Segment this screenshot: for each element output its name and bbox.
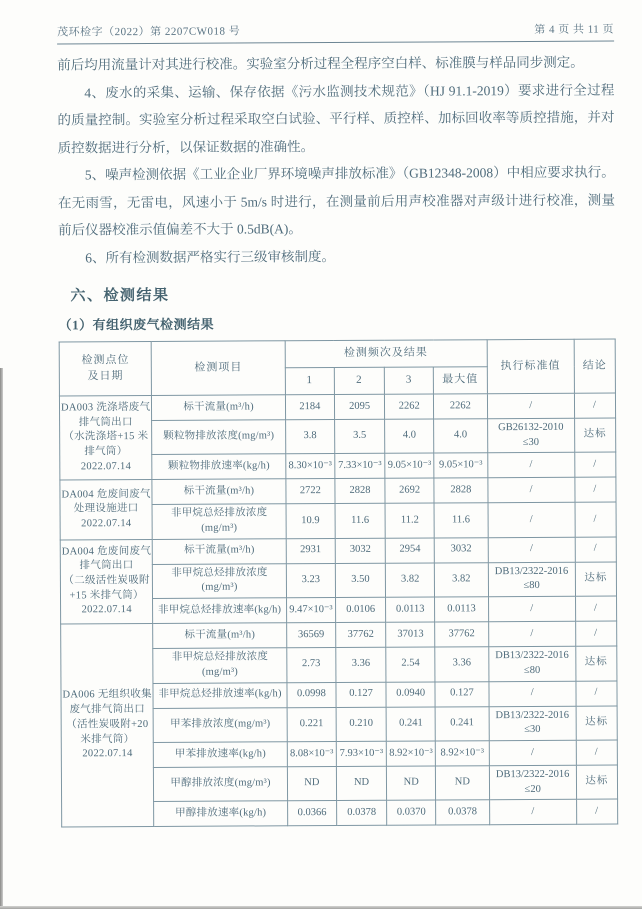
result-value-cell: 2262 bbox=[434, 394, 487, 419]
conclusion-cell: / bbox=[575, 537, 616, 562]
page-number: 第 4 页 共 11 页 bbox=[534, 23, 615, 36]
test-item-cell: 标干流量(m³/h) bbox=[153, 623, 287, 649]
result-value-cell: 8.92×10⁻³ bbox=[386, 741, 435, 766]
result-value-cell: 3.50 bbox=[335, 563, 385, 598]
table-row bbox=[59, 393, 615, 421]
table-row bbox=[61, 621, 617, 649]
result-value-cell: 36569 bbox=[286, 623, 335, 648]
paragraph-item-4: 4、废水的采集、运输、保存依据《污水监测技术规范》（HJ 91.1-2019）要求进行全过程的质量控制。实验室分析过程采取空白试验、平行样、质控样、加标回收率等质控措施，并对质控数据进行分析，以保证数据的准确性。 bbox=[57, 82, 615, 155]
result-value-cell: 0.0113 bbox=[386, 597, 435, 622]
col-header-freq-1: 1 bbox=[285, 368, 334, 395]
result-value-cell: 0.221 bbox=[287, 707, 336, 742]
monitoring-point-cell: DA003 洗涤塔废气 排气筒出口 （水洗涤塔+15 米 排气筒） 2022.07.14 bbox=[59, 395, 152, 480]
result-value-cell: 7.93×10⁻³ bbox=[336, 741, 386, 766]
conclusion-cell: 达标 bbox=[576, 646, 617, 681]
col-header-standard: 执行标准值 bbox=[487, 339, 575, 393]
result-value-cell: 0.0366 bbox=[287, 801, 336, 826]
result-value-cell: 37762 bbox=[336, 622, 386, 647]
result-value-cell: 0.241 bbox=[386, 706, 435, 741]
result-value-cell: 2262 bbox=[385, 394, 434, 419]
standard-value-cell: / bbox=[488, 681, 575, 706]
col-header-point: 检测点位 及日期 bbox=[59, 341, 152, 395]
result-value-cell: 0.0106 bbox=[335, 597, 385, 622]
result-value-cell: 2931 bbox=[286, 538, 335, 563]
table-row bbox=[60, 477, 616, 505]
result-value-cell: 37013 bbox=[386, 622, 435, 647]
document-content bbox=[57, 21, 618, 828]
conclusion-cell: 达标 bbox=[576, 706, 617, 741]
col-header-item: 检测项目 bbox=[151, 341, 285, 396]
result-value-cell: 0.0378 bbox=[337, 800, 387, 825]
result-value-cell: ND bbox=[436, 766, 489, 801]
section-title: 六、检测结果 bbox=[70, 287, 170, 305]
result-value-cell: 37762 bbox=[435, 622, 488, 647]
result-value-cell: 0.127 bbox=[435, 681, 488, 706]
test-item-cell: 标干流量(m³/h) bbox=[152, 479, 286, 505]
result-value-cell: 3.82 bbox=[385, 563, 434, 598]
col-header-freq-3: 3 bbox=[384, 367, 433, 394]
body-text bbox=[57, 49, 615, 272]
table-head bbox=[59, 339, 615, 396]
conclusion-cell: / bbox=[575, 477, 616, 502]
conclusion-cell: / bbox=[576, 740, 617, 765]
result-value-cell: 0.0940 bbox=[386, 681, 435, 706]
result-value-cell: 0.0378 bbox=[436, 800, 489, 825]
test-item-cell: 非甲烷总烃排放浓度 (mg/m³) bbox=[153, 564, 287, 599]
col-header-frequency: 检测频次及结果 bbox=[285, 340, 487, 368]
result-value-cell: 2.73 bbox=[287, 648, 336, 683]
monitoring-point-cell: DA006 无组织收集 废气排气筒出口 （活性炭吸附+20 米排气筒） 2022.07.14 bbox=[61, 624, 154, 828]
standard-value-cell: / bbox=[488, 596, 575, 621]
results-table bbox=[59, 339, 619, 828]
conclusion-cell: 达标 bbox=[574, 418, 615, 453]
test-item-cell: 颗粒物排放浓度(mg/m³) bbox=[152, 420, 286, 455]
standard-value-cell: / bbox=[487, 453, 574, 478]
result-value-cell: 3032 bbox=[335, 538, 385, 563]
result-value-cell: 3032 bbox=[435, 537, 488, 562]
result-value-cell: 2954 bbox=[385, 538, 434, 563]
table-header-row-1 bbox=[59, 339, 615, 369]
conclusion-cell: 达标 bbox=[575, 562, 616, 597]
result-value-cell: 3.36 bbox=[336, 647, 386, 682]
col-header-freq-2: 2 bbox=[334, 367, 384, 394]
standard-value-cell: GB26132-2010 ≤30 bbox=[487, 418, 574, 453]
result-value-cell: 0.0370 bbox=[387, 800, 436, 825]
table-body bbox=[59, 393, 617, 827]
conclusion-cell: / bbox=[574, 393, 615, 418]
result-value-cell: ND bbox=[336, 766, 386, 801]
col-header-freq-max: 最大值 bbox=[434, 367, 487, 394]
standard-value-cell: / bbox=[489, 799, 576, 824]
conclusion-cell: / bbox=[576, 681, 617, 706]
result-value-cell: 8.08×10⁻³ bbox=[287, 741, 336, 766]
result-value-cell: 9.05×10⁻³ bbox=[385, 453, 434, 478]
result-value-cell: 3.8 bbox=[285, 420, 334, 455]
result-value-cell: 2095 bbox=[334, 394, 384, 419]
result-value-cell: 3.5 bbox=[335, 419, 385, 454]
result-value-cell: 0.0113 bbox=[435, 597, 488, 622]
result-value-cell: 2184 bbox=[285, 395, 334, 420]
result-value-cell: 7.33×10⁻³ bbox=[335, 454, 385, 479]
result-value-cell: 0.127 bbox=[336, 682, 386, 707]
result-value-cell: 4.0 bbox=[434, 419, 487, 454]
table-row bbox=[60, 537, 616, 565]
document-header bbox=[57, 21, 614, 45]
test-item-cell: 甲醇排放浓度(mg/m³) bbox=[154, 767, 288, 802]
monitoring-point-cell: DA004 危废间废气 处理设施进口 2022.07.14 bbox=[60, 480, 153, 540]
result-value-cell: 3.23 bbox=[286, 563, 335, 598]
result-value-cell: 3.82 bbox=[435, 562, 488, 597]
test-item-cell: 甲醇排放速率(kg/h) bbox=[154, 801, 288, 827]
result-value-cell: 8.92×10⁻³ bbox=[436, 741, 489, 766]
scan-edge-left bbox=[0, 368, 3, 909]
test-item-cell: 非甲烷总烃排放速率(kg/h) bbox=[153, 598, 287, 624]
result-value-cell: 11.2 bbox=[385, 503, 434, 538]
result-value-cell: ND bbox=[287, 766, 336, 801]
test-item-cell: 颗粒物排放速率(kg/h) bbox=[152, 454, 286, 480]
test-item-cell: 非甲烷总烃排放速率(kg/h) bbox=[153, 682, 287, 708]
conclusion-cell: / bbox=[575, 621, 616, 646]
standard-value-cell: / bbox=[488, 503, 575, 538]
result-value-cell: 9.47×10⁻³ bbox=[286, 598, 335, 623]
result-value-cell: 3.36 bbox=[435, 647, 488, 682]
standard-value-cell: / bbox=[488, 537, 575, 562]
standard-value-cell: DB13/2322-2016 ≤20 bbox=[489, 765, 576, 800]
conclusion-cell: / bbox=[575, 596, 616, 621]
test-item-cell: 甲苯排放浓度(mg/m³) bbox=[153, 707, 287, 742]
result-value-cell: 0.241 bbox=[435, 706, 488, 741]
result-value-cell: 8.30×10⁻³ bbox=[286, 454, 335, 479]
result-value-cell: 4.0 bbox=[385, 419, 434, 454]
result-value-cell: 11.6 bbox=[434, 503, 487, 538]
standard-value-cell: / bbox=[487, 393, 574, 418]
conclusion-cell: / bbox=[575, 452, 616, 477]
standard-value-cell: / bbox=[487, 478, 574, 503]
result-value-cell: 0.0998 bbox=[287, 682, 336, 707]
subsection-title: （1）有组织废气检测结果 bbox=[58, 316, 215, 333]
conclusion-cell: 达标 bbox=[576, 765, 617, 800]
result-value-cell: 0.210 bbox=[336, 707, 386, 742]
result-value-cell: 9.05×10⁻³ bbox=[434, 453, 487, 478]
test-item-cell: 甲苯排放速率(kg/h) bbox=[154, 742, 288, 768]
result-value-cell: 10.9 bbox=[286, 504, 335, 539]
paragraph-item-6: 6、所有检测数据严格实行三级审核制度。 bbox=[85, 248, 336, 265]
result-value-cell: 11.6 bbox=[335, 504, 385, 539]
test-item-cell: 标干流量(m³/h) bbox=[152, 395, 286, 421]
conclusion-cell: / bbox=[576, 799, 617, 824]
report-number: 茂环检字（2022）第 2207CW018 号 bbox=[57, 25, 241, 39]
result-value-cell: ND bbox=[387, 766, 436, 801]
result-value-cell: 2828 bbox=[434, 478, 487, 503]
standard-value-cell: / bbox=[488, 621, 575, 646]
result-value-cell: 2828 bbox=[335, 479, 385, 504]
standard-value-cell: / bbox=[489, 740, 576, 765]
result-value-cell: 2.54 bbox=[386, 647, 435, 682]
paragraph-item-5: 5、噪声检测依据《工业企业厂界环境噪声排放标准》（GB12348-2008）中相应要求执行。在无雨雪，无雷电，风速小于 5m/s 时进行，在测量前后用声校准器对声级计进行校准，测量前后仪器校准示值偏差不大于 0.5dB(A)。 bbox=[57, 164, 615, 238]
result-value-cell: 2692 bbox=[385, 478, 434, 503]
standard-value-cell: DB13/2322-2016 ≤30 bbox=[489, 706, 576, 741]
paragraph-continuation: 前后均用流量计对其进行校准。实验室分析过程全程序空白样、标准膜与样品同步测定。 bbox=[57, 54, 584, 73]
result-value-cell: 2722 bbox=[286, 479, 335, 504]
monitoring-point-cell: DA004 危废间废气 排气筒出口 （二级活性炭吸附 +15 米排气筒） 2022.07.14 bbox=[60, 539, 153, 624]
standard-value-cell: DB13/2322-2016 ≤80 bbox=[488, 646, 575, 681]
test-item-cell: 非甲烷总烃排放浓度 (mg/m³) bbox=[153, 648, 287, 683]
test-item-cell: 标干流量(m³/h) bbox=[153, 539, 287, 565]
conclusion-cell: / bbox=[575, 502, 616, 537]
standard-value-cell: DB13/2322-2016 ≤80 bbox=[488, 562, 575, 597]
test-item-cell: 非甲烷总烃排放浓度 (mg/m³) bbox=[152, 504, 286, 539]
col-header-conclusion: 结论 bbox=[574, 339, 615, 393]
